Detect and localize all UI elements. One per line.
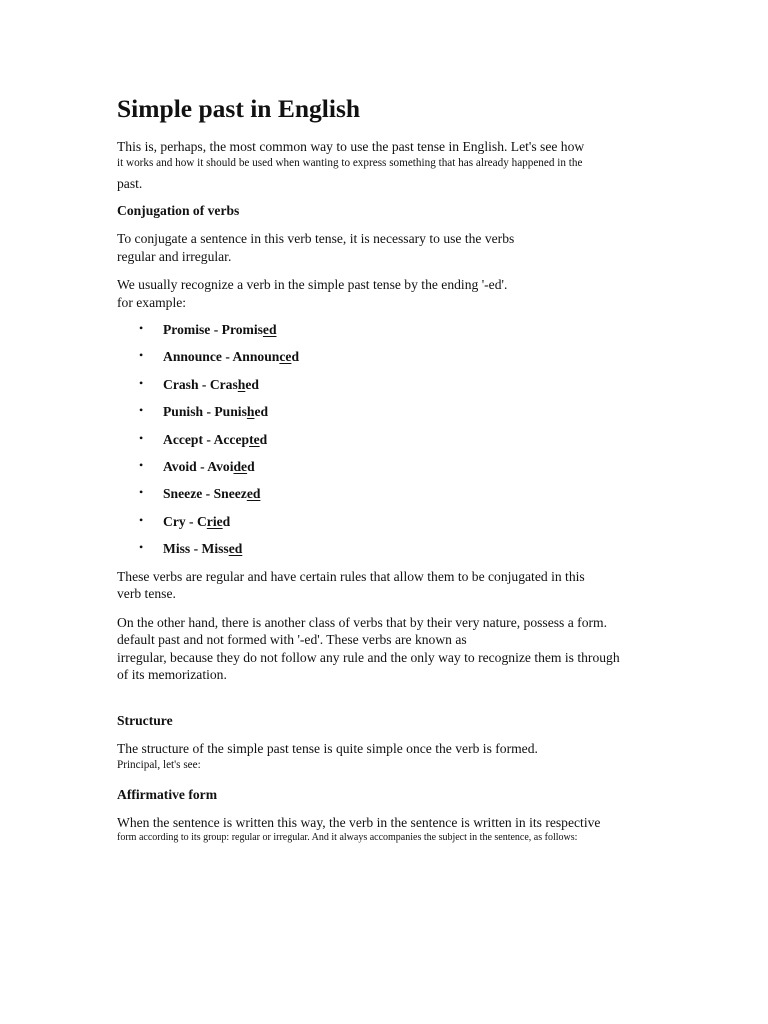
verb-list-item <box>117 321 638 348</box>
regular-line-2: verb tense. <box>117 586 176 602</box>
bullet-icon: • <box>139 540 144 555</box>
bullet-icon: • <box>139 321 144 335</box>
bullet-icon: • <box>139 457 144 472</box>
conjugation-p1-line-2: regular and irregular. <box>117 248 232 264</box>
structure-line-2: Principal, let's see: <box>117 759 201 772</box>
bullet-icon: • <box>139 375 144 390</box>
bullet-icon: • <box>139 348 144 363</box>
verb-underlined-ending: te <box>249 431 260 447</box>
irregular-paragraph <box>117 614 638 684</box>
verb-underlined-ending: h <box>237 376 246 392</box>
conjugation-p2-line-2: for example: <box>117 294 187 310</box>
structure-paragraph <box>117 740 638 775</box>
verb-list-item <box>117 403 638 430</box>
conjugation-heading: Conjugation of verbs <box>117 203 240 218</box>
intro-line-1: This is, perhaps, the most common way to use the past tense in English. Let's see how <box>117 139 585 154</box>
irregular-line-3: irregular, because they do not follow any rule and the only way to recognize them is through <box>117 649 620 665</box>
structure-line-1: The structure of the simple past tense is quite simple once the verb is formed. <box>117 740 538 756</box>
verb-underlined-ending: de <box>233 458 248 474</box>
bullet-icon: • <box>139 403 144 418</box>
conjugation-paragraph-1 <box>117 230 638 265</box>
verb-underlined-ending: ed <box>228 541 243 557</box>
verb-list-item <box>117 348 638 375</box>
verb-rest-text: d <box>222 513 231 529</box>
verb-list-item <box>117 376 638 403</box>
irregular-line-4: of its memorization. <box>117 667 227 683</box>
irregular-line-2: default past and not formed with '-ed'. These verbs are known as <box>117 632 467 648</box>
verb-rest-text: ed <box>254 404 269 420</box>
affirmative-heading: Affirmative form <box>117 786 218 802</box>
verb-list-item <box>117 458 638 485</box>
affirmative-line-1: When the sentence is written this way, the verb in the sentence is written in its respective <box>117 814 601 830</box>
verb-list-item <box>117 513 638 540</box>
verb-base-text: Punish - Punis <box>163 404 247 420</box>
regular-paragraph <box>117 568 638 603</box>
verb-list-item <box>117 485 638 512</box>
verb-base-text: Accept - Accep <box>163 431 250 447</box>
verb-base-text: Sneeze - Sneez <box>163 486 247 502</box>
verb-base-text: Promise - Promis <box>163 322 263 337</box>
verb-base-text: Crash - Cras <box>163 376 238 392</box>
verb-underlined-ending: h <box>246 404 255 420</box>
verb-rest-text: d <box>291 349 299 365</box>
verb-underlined-ending: ed <box>262 322 277 337</box>
verb-base-text: Cry - C <box>163 513 207 529</box>
verb-base-text: Announce - Announ <box>163 349 280 365</box>
intro-line-3: past. <box>117 175 143 191</box>
structure-heading: Structure <box>117 712 173 728</box>
verb-rest-text: d <box>259 431 268 447</box>
conjugation-p1-line-1: To conjugate a sentence in this verb tense, it is necessary to use the verbs <box>117 231 515 246</box>
verb-underlined-ending: ce <box>279 349 292 365</box>
verb-rest-text: ed <box>245 376 259 392</box>
affirmative-paragraph <box>117 814 638 845</box>
verb-underlined-ending: rie <box>206 513 223 529</box>
bullet-icon: • <box>139 512 144 527</box>
verb-base-text: Avoid - Avoi <box>163 458 234 474</box>
irregular-line-1: On the other hand, there is another class of verbs that by their very nature, possess a form. <box>117 614 607 630</box>
verb-rest-text: d <box>247 458 255 474</box>
affirmative-line-2: form according to its group: regular or irregular. And it always accompanies the subject in the sentence, as follows: <box>117 832 578 844</box>
verb-underlined-ending: ed <box>246 486 261 502</box>
intro-line-2: it works and how it should be used when wanting to express something that has already happened in the <box>117 156 583 169</box>
bullet-icon: • <box>139 485 144 500</box>
conjugation-p2-line-1: We usually recognize a verb in the simple past tense by the ending '-ed'. <box>117 277 508 292</box>
verb-base-text: Miss - Miss <box>163 541 229 557</box>
verb-list <box>117 321 638 568</box>
bullet-icon: • <box>139 430 144 445</box>
intro-paragraph <box>117 138 638 192</box>
page-title: Simple past in English <box>117 94 361 123</box>
verb-list-item <box>117 540 638 567</box>
conjugation-paragraph-2 <box>117 276 638 311</box>
verb-list-item <box>117 431 638 458</box>
regular-line-1: These verbs are regular and have certain rules that allow them to be conjugated in this <box>117 568 585 584</box>
